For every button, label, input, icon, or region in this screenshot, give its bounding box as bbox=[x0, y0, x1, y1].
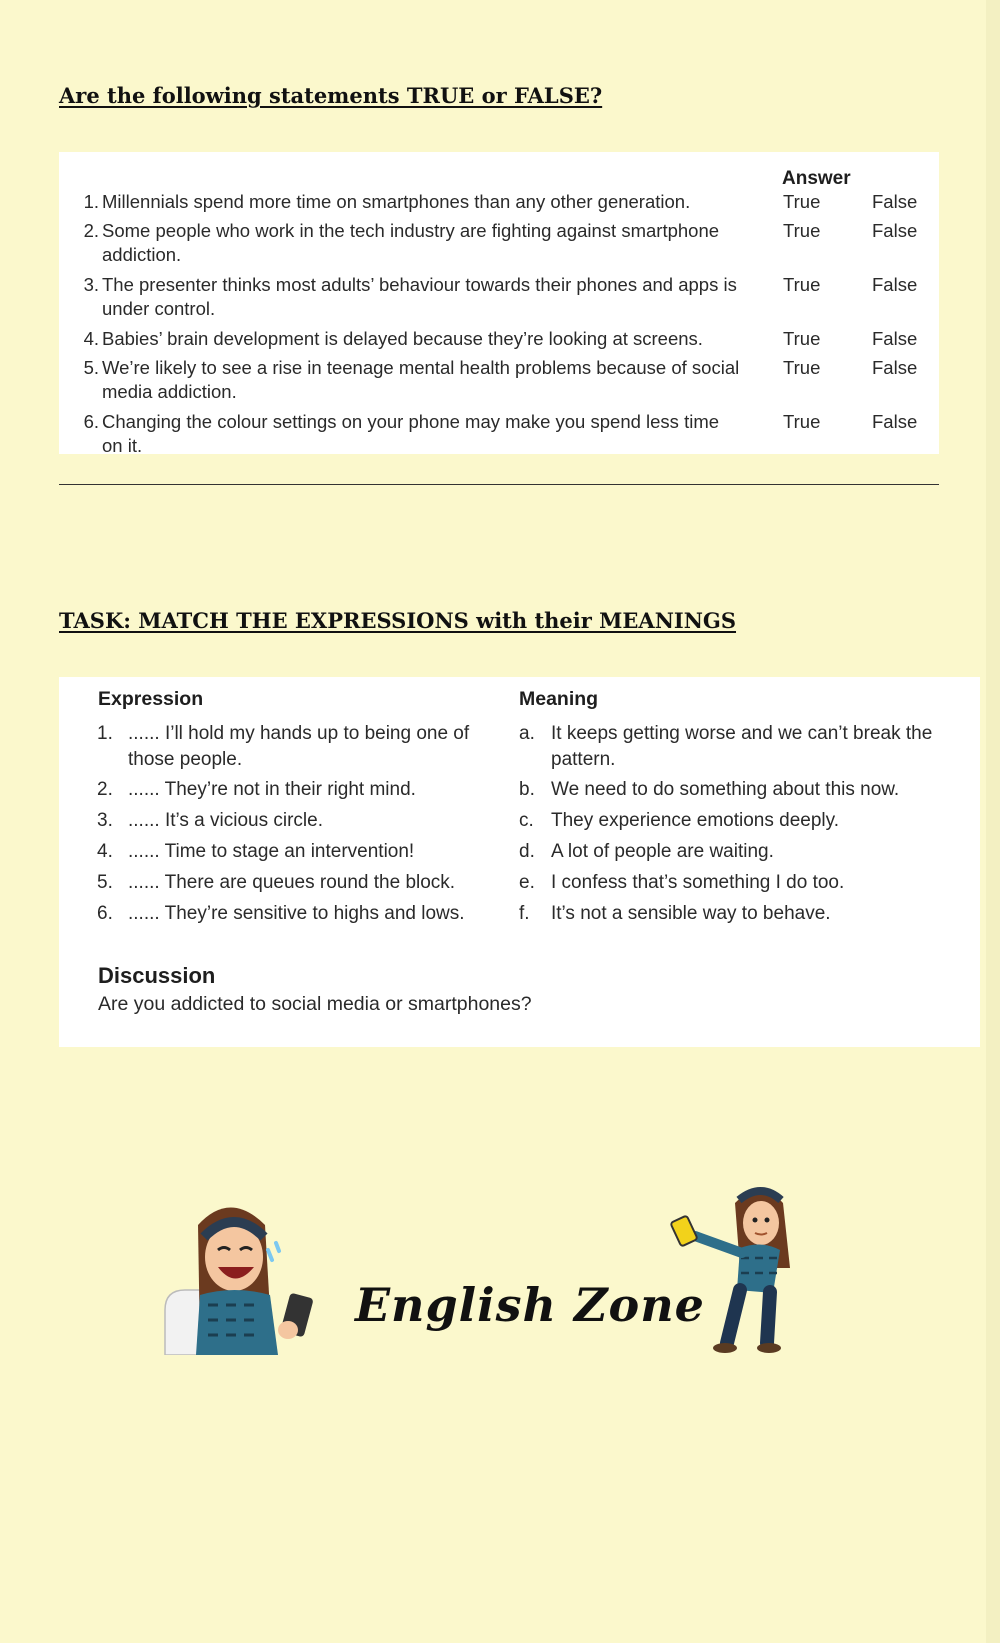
meaning-letter: b. bbox=[519, 779, 535, 800]
expression-column-header: Expression bbox=[98, 688, 204, 710]
statement-text: Some people who work in the tech industry are fighting against smartphone addiction. bbox=[102, 220, 720, 265]
false-option[interactable]: False bbox=[872, 220, 918, 241]
discussion-question: Are you addicted to social media or smartphones? bbox=[98, 993, 532, 1015]
expression-text: ...... It’s a vicious circle. bbox=[128, 810, 323, 831]
meaning-letter: c. bbox=[519, 810, 534, 831]
true-option[interactable]: True bbox=[783, 220, 821, 241]
expression-number: 6. bbox=[97, 903, 113, 924]
laughing-phone-avatar-icon bbox=[160, 1195, 330, 1355]
statement-text: Babies’ brain development is delayed because they’re looking at screens. bbox=[102, 328, 703, 349]
match-heading: TASK: MATCH THE EXPRESSIONS with their MEANINGS bbox=[59, 608, 737, 633]
statement-number: 1. bbox=[83, 191, 99, 212]
statement-text: Changing the colour settings on your phone may make you spend less time on it. bbox=[102, 411, 720, 456]
meaning-letter: f. bbox=[519, 903, 530, 924]
false-option[interactable]: False bbox=[872, 328, 918, 349]
page-edge-strip bbox=[986, 0, 1000, 1643]
meaning-text: It’s not a sensible way to behave. bbox=[551, 903, 831, 924]
meaning-column-header: Meaning bbox=[519, 688, 599, 710]
meaning-letter: e. bbox=[519, 872, 535, 893]
false-option[interactable]: False bbox=[872, 357, 918, 378]
expression-number: 4. bbox=[97, 841, 113, 862]
statement-text: The presenter thinks most adults’ behaviour towards their phones and apps is under control. bbox=[102, 274, 737, 319]
statement-number: 2. bbox=[83, 220, 99, 241]
meaning-text: It keeps getting worse and we can’t break the pattern. bbox=[551, 723, 933, 770]
true-option[interactable]: True bbox=[783, 411, 821, 432]
expression-text: ...... There are queues round the block. bbox=[128, 872, 456, 893]
true-option[interactable]: True bbox=[783, 328, 821, 349]
true-option[interactable]: True bbox=[783, 191, 821, 212]
selfie-avatar-icon bbox=[655, 1178, 805, 1358]
expression-text: ...... They’re sensitive to highs and lows. bbox=[128, 903, 465, 924]
statement-number: 6. bbox=[83, 411, 99, 432]
section-divider bbox=[59, 484, 939, 485]
statement-number: 5. bbox=[83, 357, 99, 378]
expression-text: ...... Time to stage an intervention! bbox=[128, 841, 415, 862]
tf-heading: Are the following statements TRUE or FALSE? bbox=[59, 83, 603, 108]
expression-number: 1. bbox=[97, 723, 113, 744]
false-option[interactable]: False bbox=[872, 411, 918, 432]
tf-statements-panel bbox=[59, 152, 939, 454]
meaning-text: They experience emotions deeply. bbox=[551, 810, 839, 831]
meaning-text: A lot of people are waiting. bbox=[551, 841, 774, 862]
logo-text: English Zone bbox=[355, 1278, 705, 1332]
true-option[interactable]: True bbox=[783, 357, 821, 378]
meaning-letter: a. bbox=[519, 723, 535, 744]
match-panel bbox=[59, 677, 980, 1047]
expression-text: ...... I’ll hold my hands up to being one of those people. bbox=[128, 723, 470, 770]
expression-number: 5. bbox=[97, 872, 113, 893]
statement-text: Millennials spend more time on smartphones than any other generation. bbox=[102, 191, 691, 212]
statement-number: 4. bbox=[83, 328, 99, 349]
meaning-text: I confess that’s something I do too. bbox=[551, 872, 845, 893]
expression-number: 3. bbox=[97, 810, 113, 831]
false-option[interactable]: False bbox=[872, 191, 918, 212]
discussion-header: Discussion bbox=[98, 963, 216, 988]
statement-text: We’re likely to see a rise in teenage mental health problems because of social media addiction. bbox=[102, 357, 740, 402]
true-option[interactable]: True bbox=[783, 274, 821, 295]
statement-number: 3. bbox=[83, 274, 99, 295]
false-option[interactable]: False bbox=[872, 274, 918, 295]
expression-number: 2. bbox=[97, 779, 113, 800]
meaning-letter: d. bbox=[519, 841, 535, 862]
expression-text: ...... They’re not in their right mind. bbox=[128, 779, 416, 800]
meaning-text: We need to do something about this now. bbox=[551, 779, 900, 800]
answer-column-header: Answer bbox=[782, 168, 851, 189]
